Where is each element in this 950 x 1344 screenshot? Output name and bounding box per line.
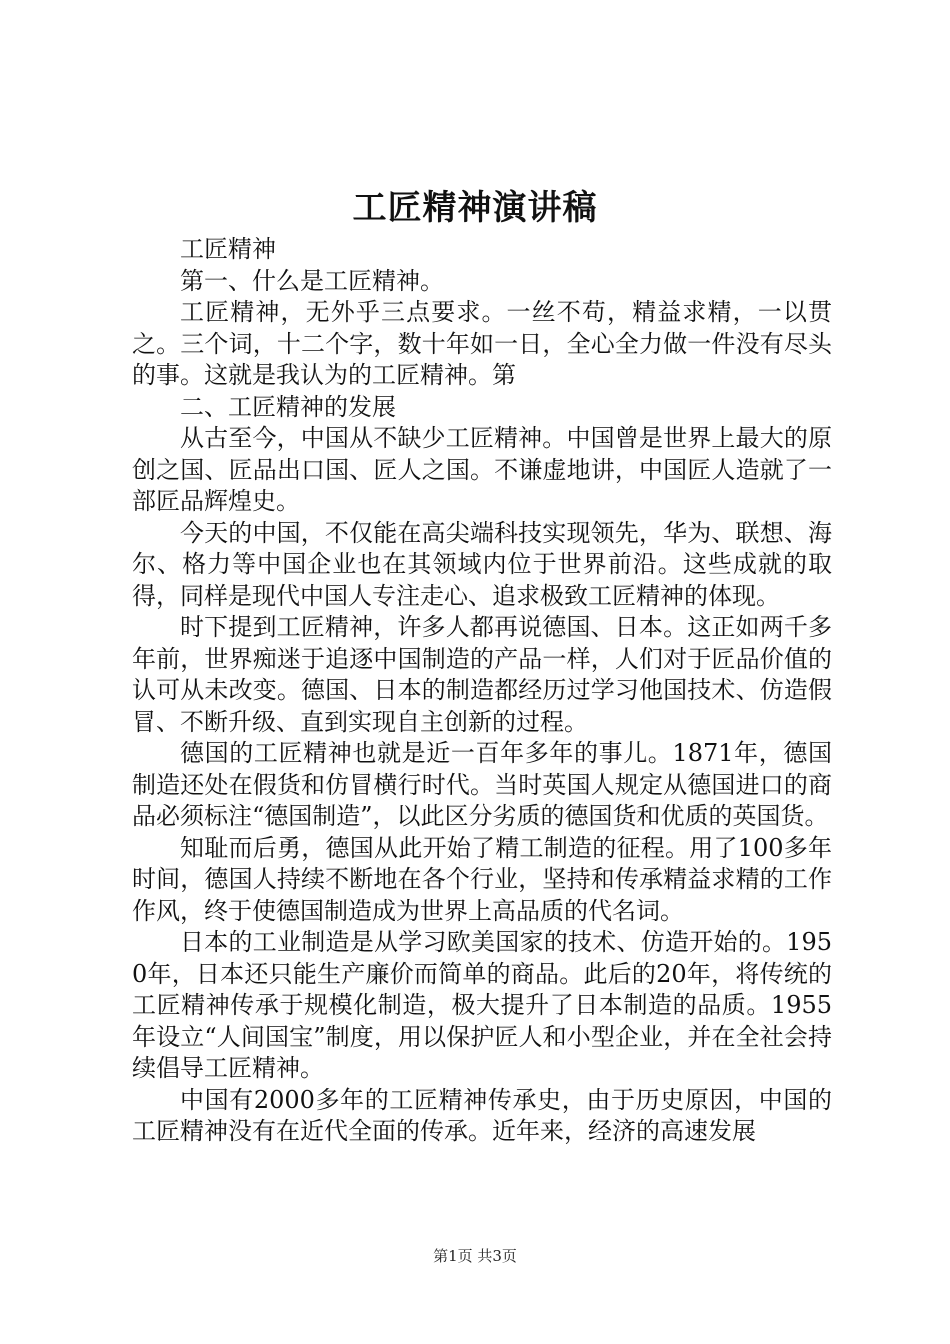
paragraph: 第一、什么是工匠精神。 [180, 266, 444, 295]
paragraph: 工匠精神 [180, 235, 276, 263]
paragraph: 日本的工业制造是从学习欧美国家的技术、仿造开始的。1950年，日本还只能生产廉价而简单的商品。此后的20年，将传统的工匠精神传承于规模化制造，极大提升了日本制造的品质。1955年设立“人间国宝”制度，用以保护匠人和小型企业，并在全社会持续倡导工匠精神。 [132, 928, 832, 1082]
paragraph: 德国的工匠精神也就是近一百年多年的事儿。1871年，德国制造还处在假货和仿冒横行时代。当时英国人规定从德国进口的商品必须标注“德国制造”，以此区分劣质的德国货和优质的英国货。 [132, 739, 832, 830]
paragraph: 时下提到工匠精神，许多人都再说德国、日本。这正如两千多年前，世界痴迷于追逐中国制造的产品一样，人们对于匠品价值的认可从未改变。德国、日本的制造都经历过学习他国技术、仿造假冒、不断升级、直到实现自主创新的过程。 [132, 613, 832, 736]
paragraph: 今天的中国，不仅能在高尖端科技实现领先，华为、联想、海尔、格力等中国企业也在其领域内位于世界前沿。这些成就的取得，同样是现代中国人专注走心、追求极致工匠精神的体现。 [132, 518, 832, 610]
paragraph: 工匠精神，无外乎三点要求。一丝不苟，精益求精，一以贯之。三个词，十二个字，数十年如一日，全心全力做一件没有尽头的事。这就是我认为的工匠精神。第 [132, 298, 832, 389]
page-footer: 第1页 共3页 [433, 1247, 517, 1265]
paragraph: 从古至今，中国从不缺少工匠精神。中国曾是世界上最大的原创之国、匠品出口国、匠人之国。不谦虚地讲，中国匠人造就了一部匠品辉煌史。 [132, 424, 832, 515]
paragraph: 知耻而后勇，德国从此开始了精工制造的征程。用了100多年时间，德国人持续不断地在各个行业，坚持和传承精益求精的工作作风，终于使德国制造成为世界上高品质的代名词。 [132, 833, 832, 925]
paragraph: 二、工匠精神的发展 [180, 392, 396, 421]
document-body [132, 234, 832, 1148]
paragraph: 中国有2000多年的工匠精神传承史，由于历史原因，中国的工匠精神没有在近代全面的传承。近年来，经济的高速发展 [132, 1085, 832, 1145]
document-title: 工匠精神演讲稿 [352, 188, 598, 228]
